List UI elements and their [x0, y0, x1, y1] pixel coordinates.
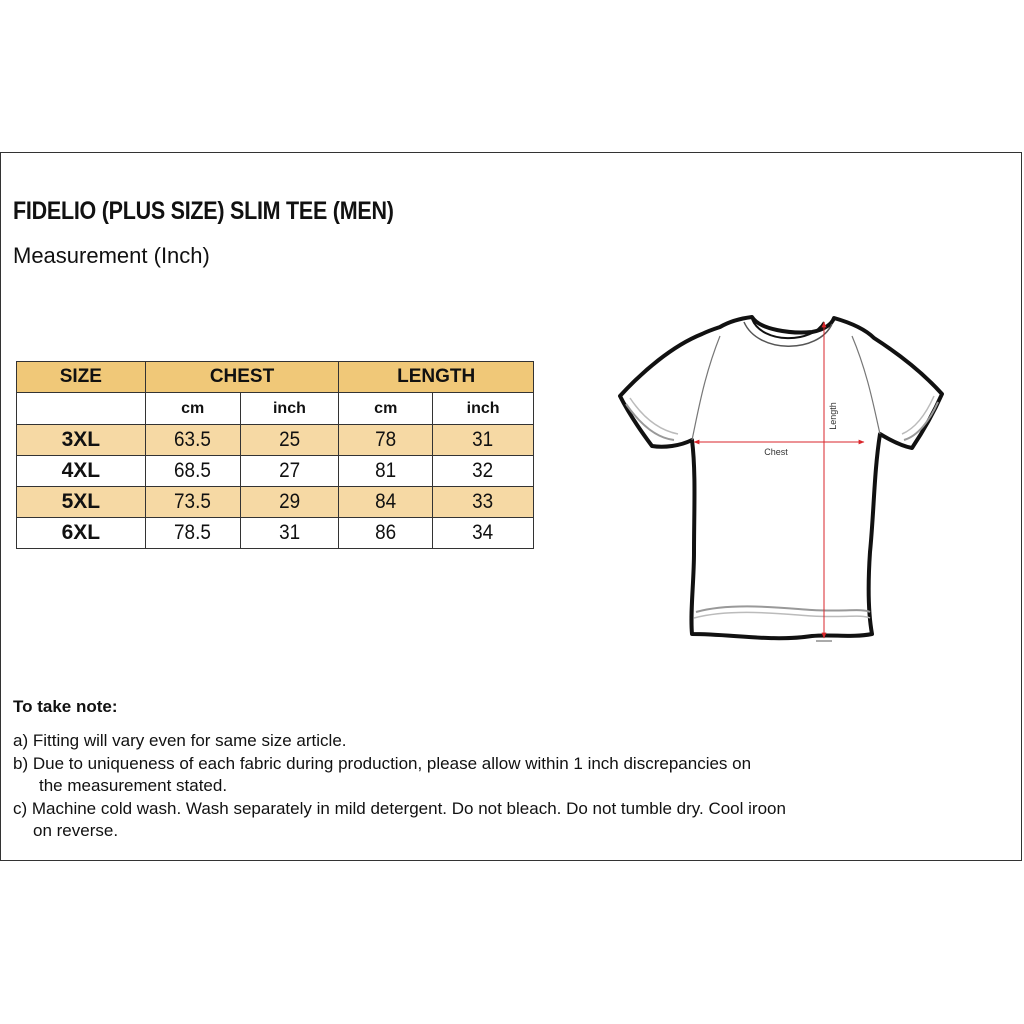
header-chest: CHEST	[145, 362, 339, 393]
size-table	[16, 361, 534, 549]
length-inch-cell: 34	[433, 518, 534, 549]
length-cm-cell: 84	[339, 487, 433, 518]
page-subtitle: Measurement (Inch)	[13, 243, 210, 268]
chest-inch-cell: 31	[240, 518, 339, 549]
length-cm-cell: 86	[339, 518, 433, 549]
note-c-continued: on reverse.	[33, 821, 119, 840]
length-label: Length	[828, 402, 838, 430]
size-cell: 4XL	[17, 456, 146, 487]
note-b: b) Due to uniqueness of each fabric during production, please allow within 1 inch discrepancies on	[13, 753, 752, 773]
table-header-row	[17, 362, 534, 393]
note-heading: To take note:	[13, 697, 118, 716]
length-inch-cell: 31	[433, 425, 534, 456]
note-c: c) Machine cold wash. Wash separately in mild detergent. Do not bleach. Do not tumble dry. Cool iroon	[13, 798, 786, 818]
chest-cm-cell: 73.5	[145, 487, 240, 518]
table-row	[17, 425, 534, 456]
unit-chest-cm: cm	[145, 393, 240, 425]
note-a: a) Fitting will vary even for same size article.	[13, 731, 347, 750]
length-inch-cell: 33	[433, 487, 534, 518]
tshirt-outline	[620, 317, 942, 638]
chest-label: Chest	[764, 447, 788, 457]
chest-cm-cell: 68.5	[145, 456, 240, 487]
units-blank	[17, 393, 146, 425]
chest-inch-cell: 29	[240, 487, 339, 518]
table-row	[17, 487, 534, 518]
length-cm-cell: 78	[339, 425, 433, 456]
tshirt-diagram	[612, 312, 952, 657]
chest-inch-cell: 25	[240, 425, 339, 456]
header-size: SIZE	[17, 362, 146, 393]
table-units-row	[17, 393, 534, 425]
notes-list	[13, 730, 893, 843]
length-cm-cell: 81	[339, 456, 433, 487]
table-row	[17, 456, 534, 487]
chest-cm-cell: 78.5	[145, 518, 240, 549]
length-inch-cell: 32	[433, 456, 534, 487]
header-length: LENGTH	[339, 362, 534, 393]
unit-length-cm: cm	[339, 393, 433, 425]
size-cell: 5XL	[17, 487, 146, 518]
size-cell: 6XL	[17, 518, 146, 549]
table-row	[17, 518, 534, 549]
size-cell: 3XL	[17, 425, 146, 456]
unit-chest-inch: inch	[240, 393, 339, 425]
page-title: FIDELIO (PLUS SIZE) SLIM TEE (MEN)	[13, 197, 394, 225]
chest-inch-cell: 27	[240, 456, 339, 487]
note-b-continued: the measurement stated.	[39, 776, 228, 795]
tshirt-icon	[612, 312, 952, 652]
unit-length-inch: inch	[433, 393, 534, 425]
chest-cm-cell: 63.5	[145, 425, 240, 456]
